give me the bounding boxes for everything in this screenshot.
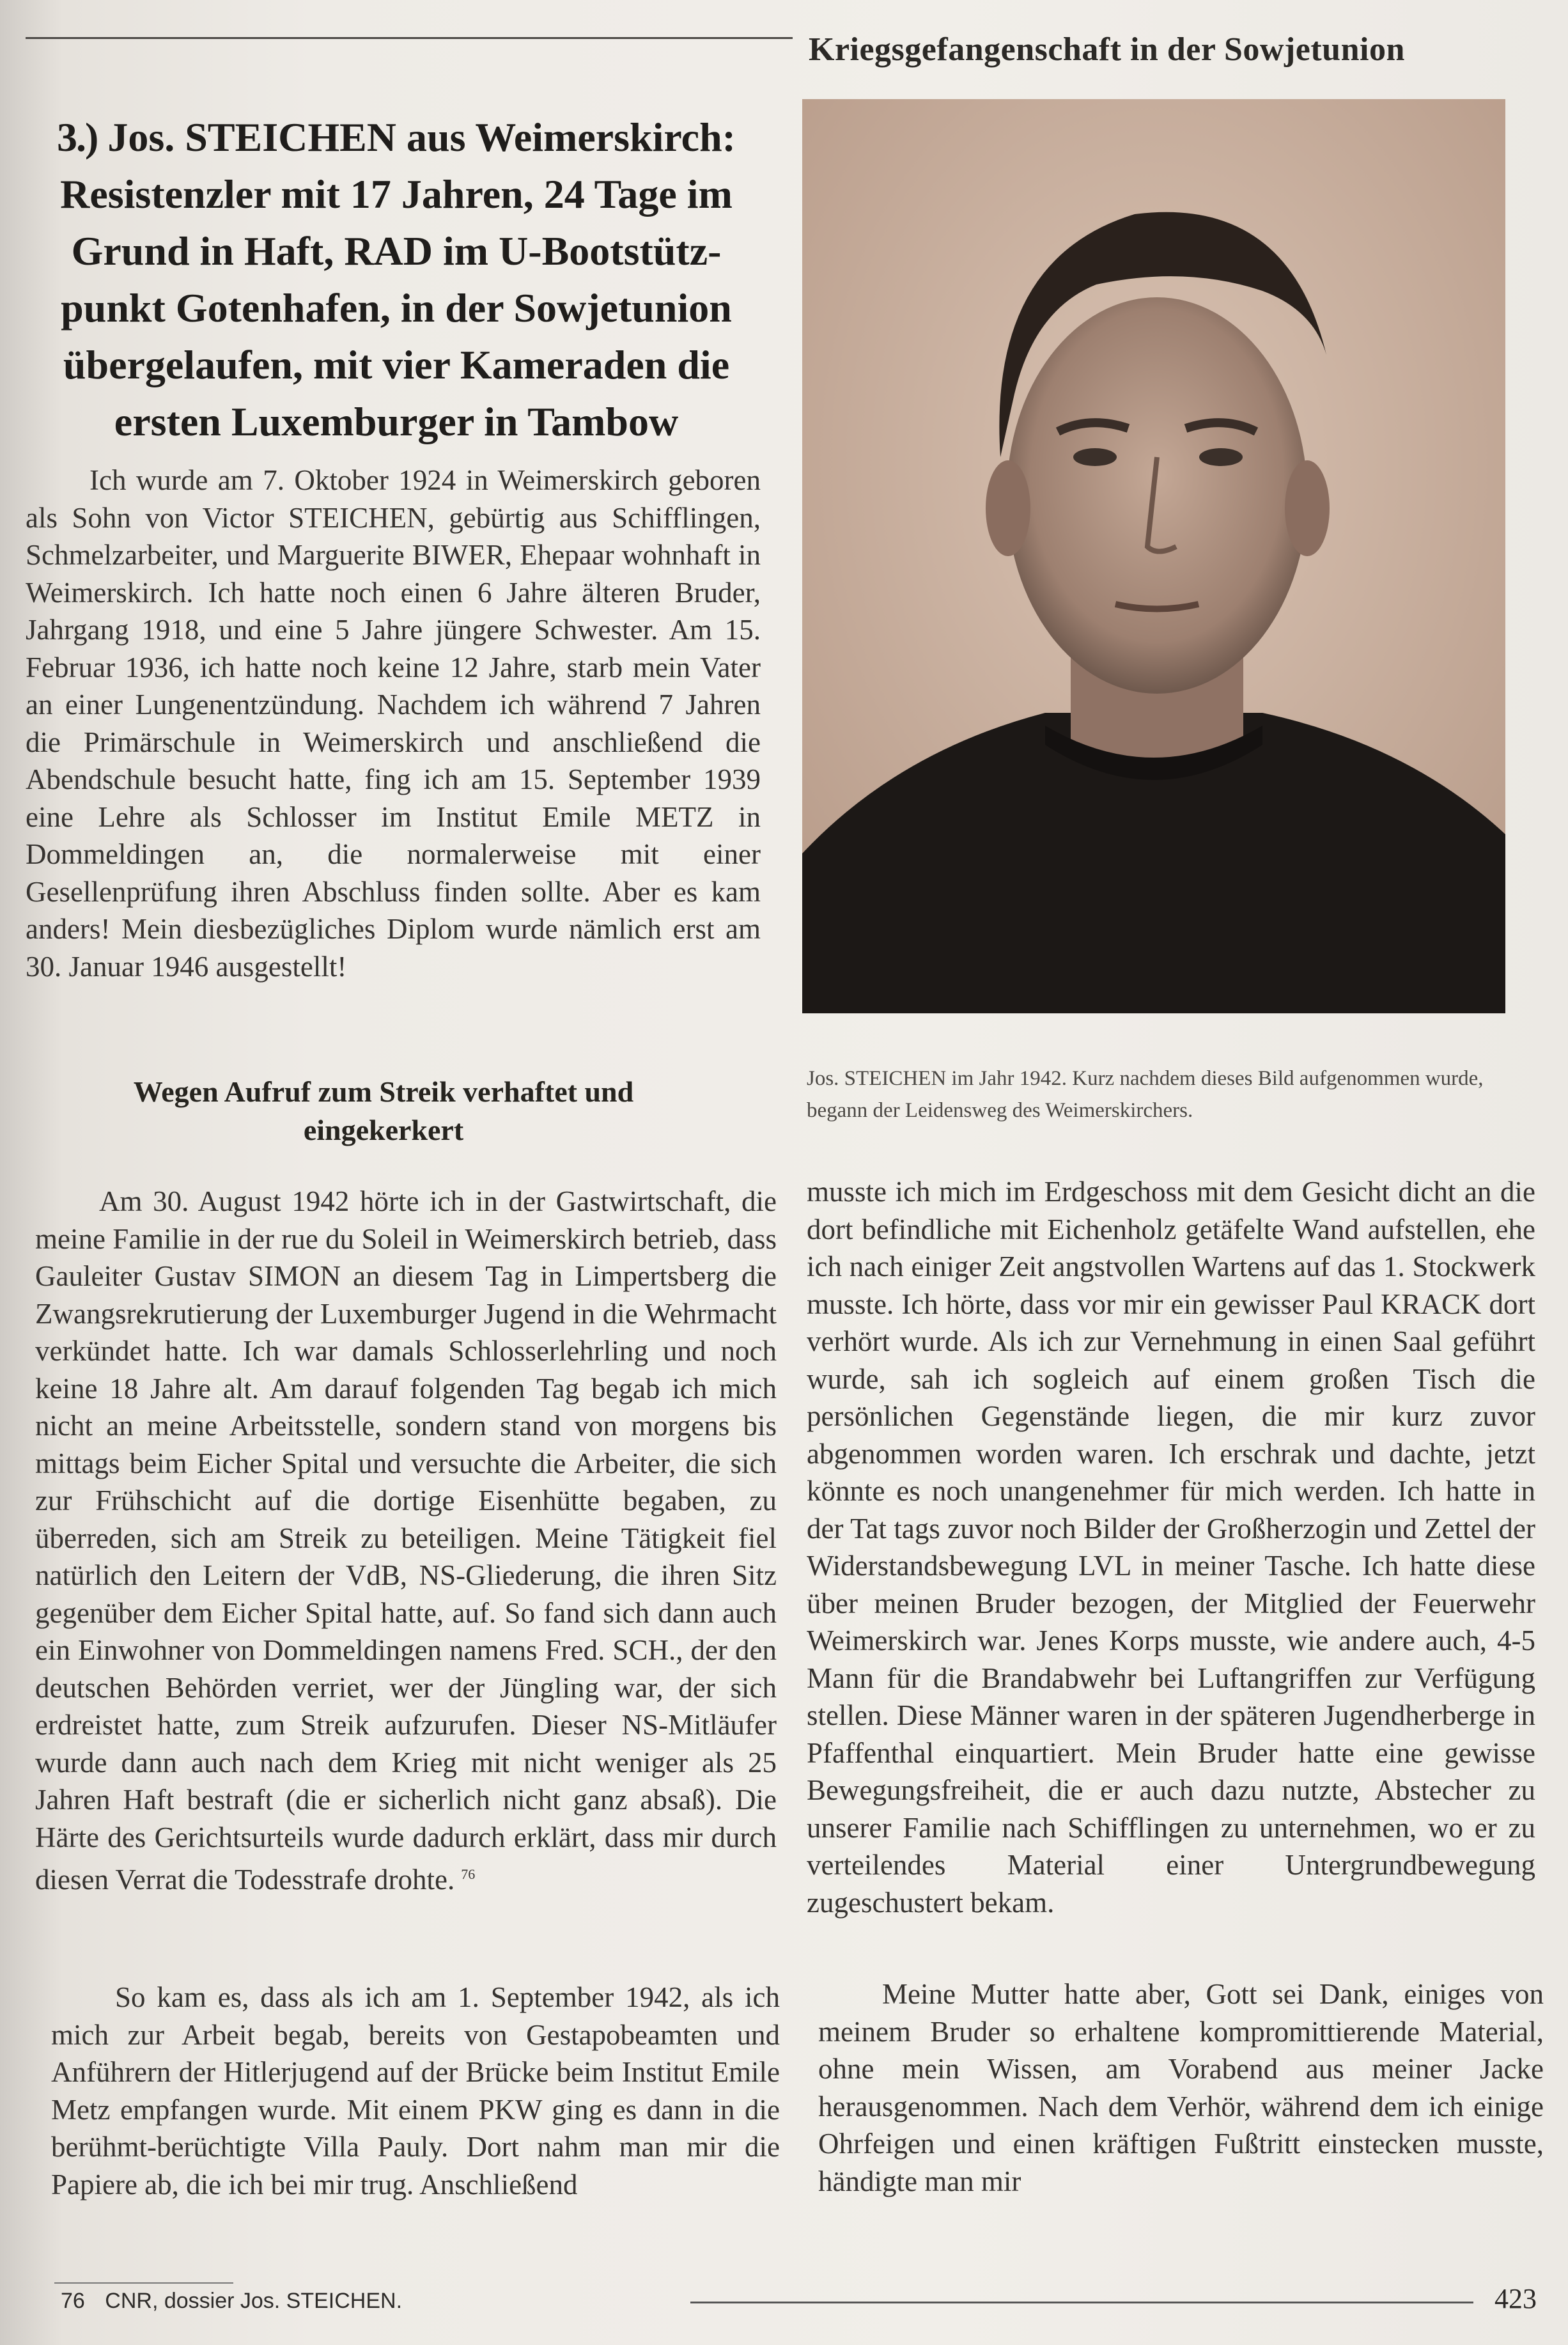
paragraph-strike-body: Am 30. August 1942 hörte ich in der Gastwirtschaft, die meine Familie in der rue du Soleil in Weimerskirch betrieb, dass Gauleiter Gustav SIMON an diesem Tag in Limpertsberg die Zwangsrekrutierung der Luxemburger Jugend in die Wehrmacht verkündet hatte. Ich war damals Schlosserlehrling und noch keine 18 Jahre alt. Am darauf folgenden Tag begab ich mich nicht an meine Arbeitsstelle, sondern stand von morgens bis mittags beim Eicher Spital und versuchte die Arbeiter, die sich zur Frühschicht auf die dortige Eisenhütte begaben, zu überreden, sich am Streik zu beteiligen. Meine Tätigkeit fiel natürlich den Leitern der VdB, NS-Gliederung, die ihren Sitz gegenüber dem Eicher Spital hatte, auf. So fand sich dann auch ein Einwohner von Dommeldingen namens Fred. SCH., der den deutschen Behörden verriet, wer der Jüngling war, der sich erdreistet hatte, zum Streik aufzurufen. Dieser NS-Mitläufer wurde dann auch nach dem Krieg mit nicht weniger als 25 Jahren Haft bestraft (die er sicherlich nicht ganz absaß). Die Härte des Gerichtsurteils wurde dadurch erklärt, dass mir durch diesen Verrat die Todesstrafe drohte. xyxy=(35,1185,777,1896)
intro-text: Ich wurde am 7. Oktober 1924 in Weimerskirch geboren als Sohn von Victor STEICHEN, gebürtig aus Schifflingen, Schmelzarbeiter, und Marguerite BIWER, Ehepaar wohnhaft in Weimerskirch. Ich hatte noch einen 6 Jahre älteren Bruder, Jahrgang 1918, und eine 5 Jahre jüngere Schwester. Am 15. Februar 1936, ich hatte noch keine 12 Jahre, starb mein Vater an einer Lungenentzündung. Nachdem ich während 7 Jahren die Primärschule in Weimerskirch und anschließend die Abendschule besucht hatte, fing ich am 15. September 1939 eine Lehre als Schlosser im Institut Emile METZ in Dommeldingen an, die normalerweise mit einer Gesellenprüfung ihren Abschluss finden sollte. Aber es kam anders! Mein diesbezügliches Diplom wurde nämlich erst am 30. Januar 1946 ausgestellt! xyxy=(26,464,761,983)
photo-caption: Jos. STEICHEN im Jahr 1942. Kurz nachdem dieses Bild aufgenommen wurde, begann der Leidensweg des Weimerskirchers. xyxy=(807,1067,1484,1122)
footer-rule xyxy=(690,2302,1473,2303)
paragraph-mother-text: Meine Mutter hatte aber, Gott sei Dank, einiges von meinem Bruder so erhaltene kompromittierende Material, ohne mein Wissen, am Vorabend aus meiner Jacke herausgenommen. Nach dem Verhör, während dem ich einige Ohrfeigen und einen kräftigen Fußtritt einstecken musste, händigte man mir xyxy=(818,1978,1544,2197)
paragraph-interrogation-text: musste ich mich im Erdgeschoss mit dem Gesicht dicht an die dort befindliche mit Eichenholz getäfelte Wand aufstellen, ehe ich nach einiger Zeit angstvollen Wartens auf das 1. Stockwerk musste. Ich hörte, dass vor mir ein gewisser Paul KRACK dort verhört wurde. Als ich zur Vernehmung in einen Saal geführt wurde, sah ich sogleich auf einem großen Tisch die persönlichen Gegenstände liegen, die mir kurz zuvor abgenommen worden waren. Ich erschrak und dachte, jetzt könnte es noch unangenehmer für mich werden. Ich hatte in der Tat tags zuvor noch Bilder der Großherzogin und Zettel der Widerstandsbewegung LVL in meiner Tasche. Ich hatte diese über meinen Bruder bezogen, der Mitglied der Feuerwehr Weimerskirch war. Jenes Korps musste, wie andere auch, 4-5 Mann für die Brandabwehr bei Luftangriffen zur Verfügung stellen. Diese Männer waren in der späteren Jugendherberge in Pfaffenthal einquartiert. Mein Bruder hatte eine gewisse Bewegungsfreiheit, die er auch dazu nutzte, Abstecher zu unserer Familie nach Schifflingen zu unternehmen, wo er zu verteilendes Material einer Untergrundbewegung zugeschustert bekam. xyxy=(807,1176,1535,1919)
footnote-text: CNR, dossier Jos. STEICHEN. xyxy=(105,2289,403,2313)
running-head: Kriegsgefangenschaft in der Sowjetunion xyxy=(809,31,1405,68)
paragraph-arrest xyxy=(51,1979,780,2203)
title-number: 3.) xyxy=(57,114,98,160)
paragraph-arrest-text: So kam es, dass als ich am 1. September 1942, als ich mich zur Arbeit begab, bereits von Gestapobeamten und Anführern der Hitlerjugend auf der Brücke beim Institut Emile Metz empfangen wurde. Mit einem PKW ging es dann in die berühmt-berüchtigte Villa Pauly. Dort nahm man mir die Papiere ab, die ich bei mir trug. Anschließend xyxy=(51,1981,780,2201)
footnote-number: 76 xyxy=(61,2289,85,2313)
intro-paragraph xyxy=(26,462,761,985)
page-number: 423 xyxy=(1494,2283,1537,2314)
section-subheading: Wegen Aufruf zum Streik verhaftet und eingekerkert xyxy=(133,1075,634,1146)
footnote-marker: 76 xyxy=(461,1866,476,1882)
paragraph-interrogation xyxy=(807,1173,1535,1921)
paragraph-mother xyxy=(818,1975,1544,2200)
title-text: Jos. STEICHEN aus Weimerskirch: Resistenzler mit 17 Jahren, 24 Tage im Grund in Haft, RAD im U-Bootstütz-punkt Gotenhafen, in der Sowjetunion übergelaufen, mit vier Kameraden die ersten Luxemburger in Tambow xyxy=(60,114,736,444)
header-rule xyxy=(26,37,793,39)
footnote xyxy=(61,2289,402,2314)
paragraph-strike-text xyxy=(35,1183,777,1899)
portrait-image xyxy=(802,99,1505,1013)
article-title xyxy=(19,109,773,450)
portrait-photo xyxy=(802,99,1505,1013)
paragraph-strike xyxy=(35,1183,777,1899)
footnote-rule xyxy=(54,2282,233,2284)
